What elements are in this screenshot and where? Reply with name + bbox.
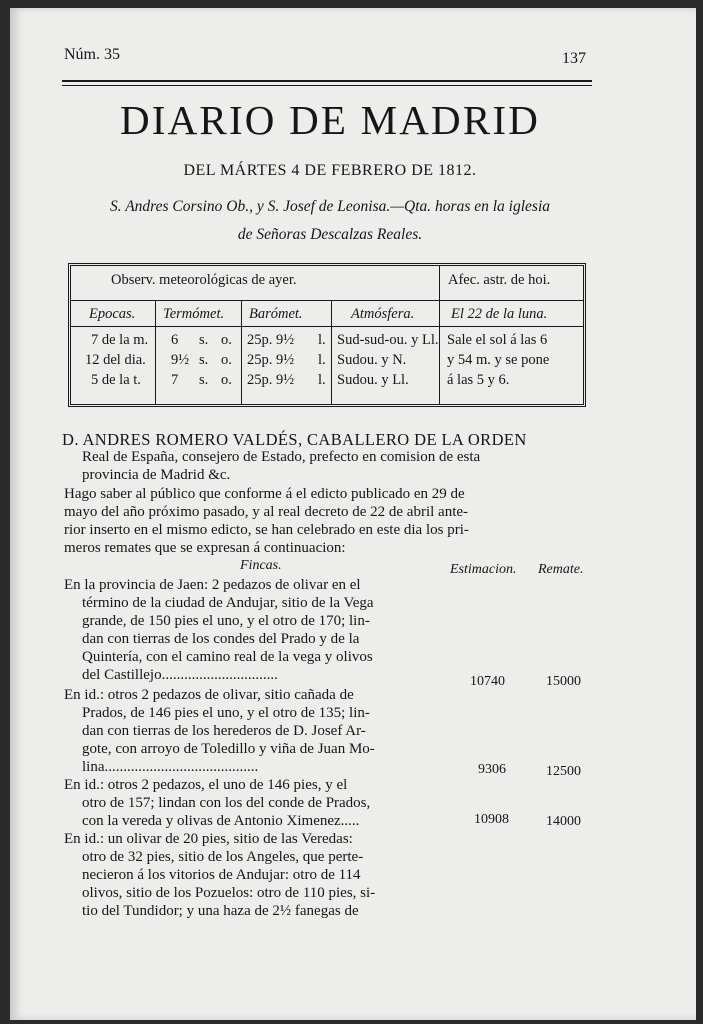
- entry-1-line-3: grande, de 150 pies el uno, y el otro de 170; lin-: [82, 613, 370, 629]
- row-1-baro-l: l.: [318, 332, 326, 348]
- entry-1-line-4: dan con tierras de los condes del Prado y de la: [82, 631, 360, 647]
- intro-line-2: mayo del año próximo pasado, y al real decreto de 22 de abril ante-: [64, 504, 469, 520]
- article-heading: D. ANDRES ROMERO VALDÉS, CABALLERO DE LA ORDEN: [62, 430, 527, 449]
- entry-4-line-5: tio del Tundidor; y una haza de 2½ fanegas de: [82, 903, 359, 919]
- entry-3-line-2: otro de 157; lindan con los del conde de Prados,: [82, 795, 371, 811]
- issue-number: Núm. 35: [64, 46, 120, 63]
- col-divider: [241, 300, 242, 404]
- row-2-epoca: 12 del dia.: [85, 352, 146, 368]
- page-number: 137: [562, 50, 586, 67]
- moon-line-2: y 54 m. y se pone: [447, 352, 550, 368]
- entry-3-estimacion: 10908: [474, 812, 509, 827]
- weather-title: Observ. meteorológicas de ayer.: [111, 272, 297, 288]
- entry-4-line-3: necieron á los vitorios de Andujar: otro de 114: [82, 867, 361, 883]
- row-3-atm: Sudou. y Ll.: [337, 372, 409, 388]
- header-rule: [62, 80, 592, 82]
- entry-1-line-1: En la provincia de Jaen: 2 pedazos de olivar en el: [64, 577, 361, 593]
- entry-1-line-2: término de la ciudad de Andujar, sitio de la Vega: [82, 595, 374, 611]
- row-3-term-s: s.: [199, 372, 209, 388]
- row-3-baro-l: l.: [318, 372, 326, 388]
- row-1-term: 6: [171, 332, 179, 348]
- entry-2-remate: 12500: [546, 764, 581, 779]
- col-fincas: Fincas.: [240, 558, 282, 573]
- header-row-rule: [71, 326, 583, 327]
- moon-line-1: Sale el sol á las 6: [447, 332, 548, 348]
- col-luna: El 22 de la luna.: [451, 306, 548, 322]
- entry-1-line-6: del Castillejo...............................: [82, 667, 278, 683]
- intro-line-1: Hago saber al público que conforme á el edicto publicado en 29 de: [64, 486, 465, 502]
- row-2-term: 9½: [171, 352, 190, 368]
- entry-2-estimacion: 9306: [478, 762, 506, 777]
- intro-line-4: meros remates que se expresan á continuacion:: [64, 540, 346, 556]
- heading-cont-2: provincia de Madrid &c.: [82, 467, 231, 483]
- entry-1-line-5: Quintería, con el camino real de la vega y olivos: [82, 649, 373, 665]
- astro-title: Afec. astr. de hoi.: [448, 272, 551, 288]
- col-remate: Remate.: [538, 562, 584, 577]
- title-divider: [439, 266, 440, 300]
- row-1-epoca: 7 de la m.: [91, 332, 149, 348]
- entry-2-line-5: lina.........................................: [82, 759, 259, 775]
- entry-4-line-1: En id.: un olivar de 20 pies, sitio de las Veredas:: [64, 831, 353, 847]
- saints-line-1: S. Andres Corsino Ob., y S. Josef de Leonisa.—Qta. horas en la iglesia: [109, 198, 551, 215]
- issue-date: DEL MÁRTES 4 DE FEBRERO DE 1812.: [183, 162, 477, 179]
- entry-2-line-1: En id.: otros 2 pedazos de olivar, sitio cañada de: [64, 687, 354, 703]
- col-divider: [155, 300, 156, 404]
- row-3-epoca: 5 de la t.: [91, 372, 141, 388]
- row-2-baro-l: l.: [318, 352, 326, 368]
- row-2-term-o: o.: [221, 352, 232, 368]
- col-atmosfera: Atmósfera.: [351, 306, 415, 322]
- title-rule: [71, 300, 583, 301]
- row-2-baro: 25p. 9½: [247, 352, 295, 368]
- entry-1-remate: 15000: [546, 674, 581, 689]
- row-1-term-s: s.: [199, 332, 209, 348]
- col-divider: [331, 300, 332, 404]
- row-2-atm: Sudou. y N.: [337, 352, 407, 368]
- col-estimacion: Estimacion.: [450, 562, 517, 577]
- header-rule-thin: [62, 85, 592, 86]
- row-3-baro: 25p. 9½: [247, 372, 295, 388]
- entry-2-line-4: gote, con arroyo de Toledillo y viña de Juan Mo-: [82, 741, 375, 757]
- weather-table: [68, 263, 586, 407]
- saints-line-2: de Señoras Descalzas Reales.: [237, 226, 423, 243]
- row-3-term: 7: [171, 372, 179, 388]
- row-1-atm: Sud-sud-ou. y Ll.: [337, 332, 439, 348]
- newspaper-page: [10, 8, 696, 1020]
- entry-3-line-1: En id.: otros 2 pedazos, el uno de 146 pies, y el: [64, 777, 348, 793]
- row-2-term-s: s.: [199, 352, 209, 368]
- masthead-title: DIARIO DE MADRID: [119, 97, 541, 143]
- entry-1-estimacion: 10740: [470, 674, 505, 689]
- entry-4-line-2: otro de 32 pies, sitio de los Angeles, que perte-: [82, 849, 364, 865]
- entry-3-remate: 14000: [546, 814, 581, 829]
- entry-2-line-2: Prados, de 146 pies el uno, y el otro de 135; lin-: [82, 705, 370, 721]
- row-3-term-o: o.: [221, 372, 232, 388]
- row-1-baro: 25p. 9½: [247, 332, 295, 348]
- intro-line-3: rior inserto en el mismo edicto, se han celebrado en este dia los pri-: [64, 522, 469, 538]
- col-barometro: Barómet.: [249, 306, 303, 322]
- entry-3-line-3: con la vereda y olivas de Antonio Ximenez.....: [82, 813, 360, 829]
- entry-2-line-3: dan con tierras de los herederos de D. Josef Ar-: [82, 723, 366, 739]
- col-epocas: Epocas.: [89, 306, 136, 322]
- entry-4-line-4: olivos, sitio de los Pozuelos: otro de 110 pies, si-: [82, 885, 376, 901]
- moon-line-3: á las 5 y 6.: [447, 372, 510, 388]
- col-divider: [439, 300, 440, 404]
- row-1-term-o: o.: [221, 332, 232, 348]
- heading-cont-1: Real de España, consejero de Estado, prefecto en comision de esta: [82, 449, 481, 465]
- col-termometro: Termómet.: [163, 306, 225, 322]
